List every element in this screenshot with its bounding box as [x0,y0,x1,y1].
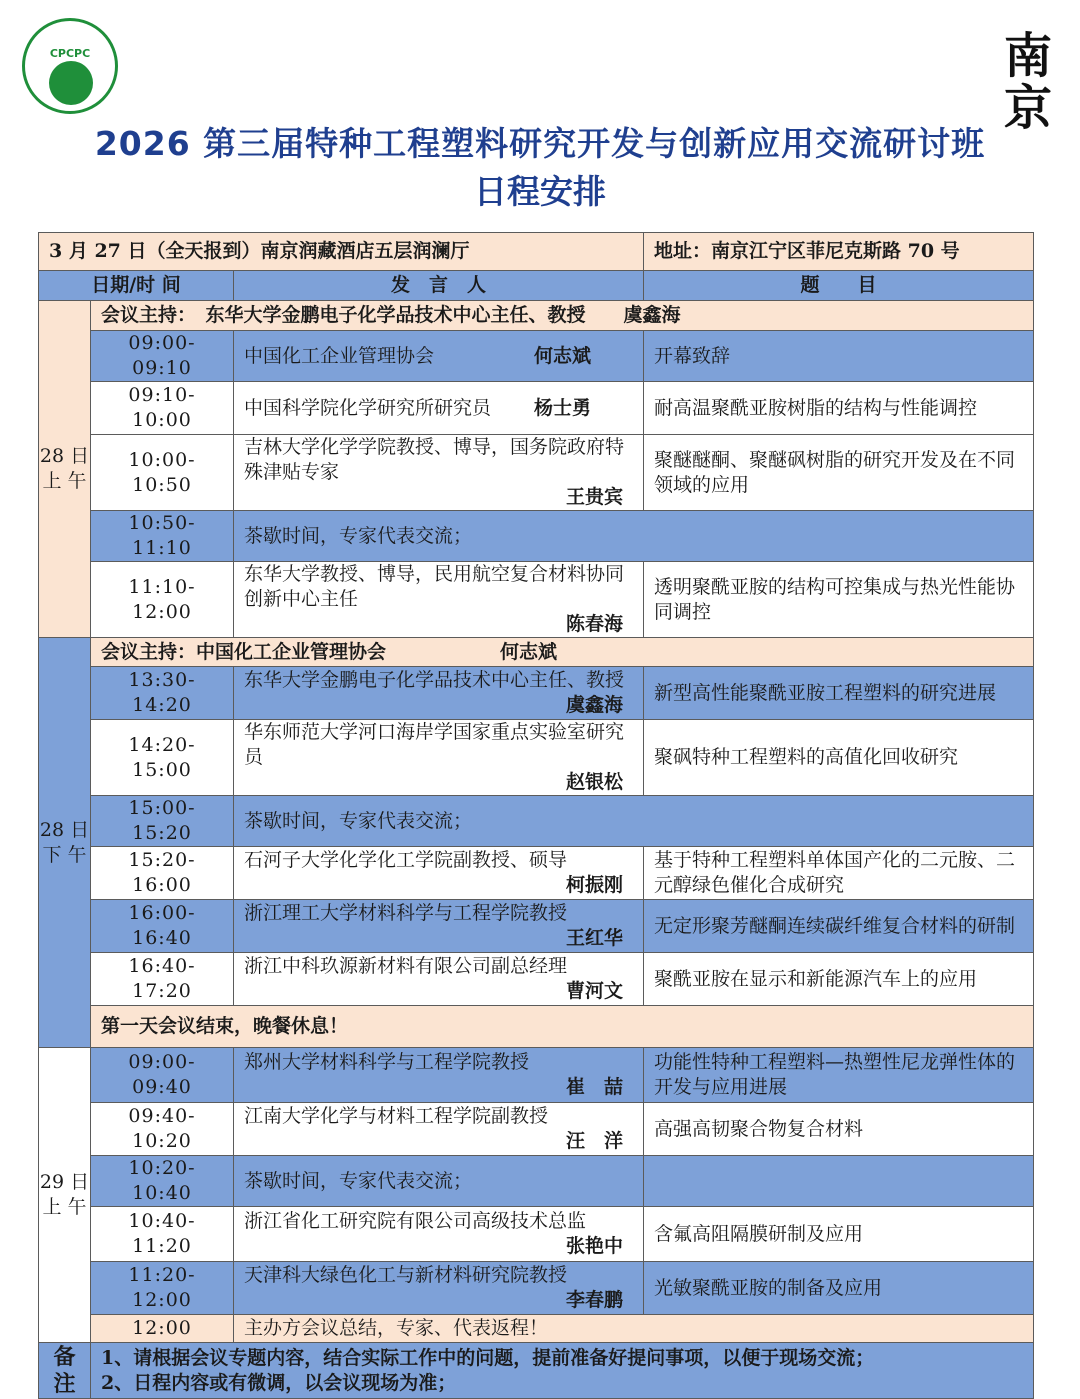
table-row [39,435,1034,511]
speaker-name: 赵银松 [565,771,623,793]
session-time: 14:20-15:00 [91,720,234,796]
speaker-name: 汪 洋 [565,1130,623,1152]
day-end-row [39,1006,1034,1048]
day-end-text: 第一天会议结束，晚餐休息！ [91,1006,1034,1048]
speaker-name: 柯振刚 [565,874,623,896]
speaker-org: 天津科大绿色化工与新材料研究院教授 [244,1264,568,1286]
session-topic: 功能性特种工程塑料—热塑性尼龙弹性体的开发与应用进展 [644,1048,1034,1103]
session-time: 16:40-17:20 [91,953,234,1006]
table-row [39,720,1034,796]
session-topic: 透明聚酰亚胺的结构可控集成与热光性能协同调控 [644,562,1034,638]
speaker-name: 杨士勇 [534,396,592,419]
session-time: 09:40-10:20 [91,1103,234,1156]
break-text: 茶歇时间，专家代表交流； [234,511,1034,562]
speaker-org: 石河子大学化学化工学院副教授、硕导 [244,849,568,871]
table-row [39,562,1034,638]
logo-abbr: CPCPC [49,47,91,60]
session-time: 13:30-14:20 [91,667,234,720]
speaker-org: 浙江中科玖源新材料有限公司副总经理 [244,955,568,977]
table-row [39,667,1034,720]
speaker-org: 浙江理工大学材料科学与工程学院教授 [244,902,568,924]
host-text: 会议主持：中国化工企业管理协会 何志斌 [91,638,1034,667]
speaker-name: 王红华 [565,927,623,949]
table-row [39,847,1034,900]
registration-address: 地址：南京江宁区菲尼克斯路 70 号 [644,233,1034,271]
speaker-org: 中国科学院化学研究所研究员 [244,396,492,419]
day-label: 28 日 上 午 [39,301,91,638]
break-row [39,1156,1034,1207]
header-topic: 题 目 [644,271,1034,301]
table-row [39,1207,1034,1262]
speaker-name: 何志斌 [534,344,592,367]
session-topic: 新型高性能聚酰亚胺工程塑料的研究进展 [644,667,1034,720]
speaker-org: 东华大学教授、博导，民用航空复合材料协同创新中心主任 [244,563,625,610]
session-time: 11:10-12:00 [91,562,234,638]
speaker-name: 王贵宾 [565,486,623,508]
session-topic: 耐高温聚酰亚胺树脂的结构与性能调控 [644,382,1034,435]
session-time: 11:20-12:00 [91,1262,234,1315]
speaker-org: 郑州大学材料科学与工程学院教授 [244,1051,530,1073]
session-topic: 聚砜特种工程塑料的高值化回收研究 [644,720,1034,796]
schedule-table [38,232,1034,1399]
registration-text: 3 月 27 日（全天报到）南京润藏酒店五层润澜厅 [39,233,644,271]
table-header [39,271,1034,301]
speaker-name: 崔 喆 [565,1076,623,1098]
break-row [39,796,1034,847]
notes-label: 备 注 [39,1343,91,1399]
session-topic: 基于特种工程塑料单体国产化的二元胺、二元醇绿色催化合成研究 [644,847,1034,900]
speaker-org: 中国化工企业管理协会 [244,344,435,367]
closing-text: 主办方会议总结，专家、代表返程！ [234,1315,1034,1343]
session-topic: 含氟高阻隔膜研制及应用 [644,1207,1034,1262]
session-time: 09:00-09:40 [91,1048,234,1103]
host-row [39,638,1034,667]
session-topic: 光敏聚酰亚胺的制备及应用 [644,1262,1034,1315]
nanjing-seal: 南京 [1003,28,1052,136]
session-topic: 聚醚醚酮、聚醚砜树脂的研究开发及在不同领域的应用 [644,435,1034,511]
speaker-org: 江南大学化学与材料工程学院副教授 [244,1105,549,1127]
session-time: 16:00-16:40 [91,900,234,953]
closing-row [39,1315,1034,1343]
page-title: 2026 第三届特种工程塑料研究开发与创新应用交流研讨班 [94,124,986,163]
speaker-name: 李春鹏 [565,1289,623,1311]
session-time: 09:00-09:10 [91,331,234,382]
table-row [39,1048,1034,1103]
session-time: 12:00 [91,1315,234,1343]
speaker-name: 虞鑫海 [565,694,623,716]
session-time: 10:40-11:20 [91,1207,234,1262]
session-time: 10:20-10:40 [91,1156,234,1207]
break-text: 茶歇时间，专家代表交流； [234,1156,644,1207]
header-speaker: 发 言 人 [234,271,644,301]
host-text: 会议主持： 东华大学金鹏电子化学品技术中心主任、教授 虞鑫海 [91,301,1034,331]
logo-emblem [49,61,93,105]
session-topic: 无定形聚芳醚酮连续碳纤维复合材料的研制 [644,900,1034,953]
note-line-1: 1、请根据会议专题内容，结合实际工作中的问题，提前准备好提问事项，以便于现场交流； [101,1346,875,1369]
header-date-time: 日期/时 间 [39,271,234,301]
table-row [39,953,1034,1006]
day-label: 28 日 下 午 [39,638,91,1048]
speaker-org: 东华大学金鹏电子化学品技术中心主任、教授 [244,669,625,691]
table-row [39,1262,1034,1315]
speaker-org: 吉林大学化学学院教授、博导，国务院政府特殊津贴专家 [244,436,625,483]
table-row [39,331,1034,382]
break-row [39,511,1034,562]
table-row [39,382,1034,435]
session-topic: 聚酰亚胺在显示和新能源汽车上的应用 [644,953,1034,1006]
break-text: 茶歇时间，专家代表交流； [234,796,1034,847]
table-row [39,1103,1034,1156]
table-row [39,900,1034,953]
session-time: 10:50-11:10 [91,511,234,562]
speaker-org: 华东师范大学河口海岸学国家重点实验室研究员 [244,721,625,768]
session-topic: 高强高韧聚合物复合材料 [644,1103,1034,1156]
day-label: 29 日 上 午 [39,1048,91,1343]
registration-row [39,233,1034,271]
session-time: 10:00-10:50 [91,435,234,511]
session-topic: 开幕致辞 [644,331,1034,382]
note-line-2: 2、日程内容或有微调，以会议现场为准； [101,1371,457,1394]
notes-row [39,1343,1034,1399]
speaker-name: 张艳中 [565,1235,623,1257]
session-time: 15:20-16:00 [91,847,234,900]
page-subtitle: 日程安排 [474,172,606,211]
speaker-name: 陈春海 [565,613,623,635]
speaker-org: 浙江省化工研究院有限公司高级技术总监 [244,1210,587,1232]
speaker-name: 曹河文 [565,980,623,1002]
session-time: 09:10-10:00 [91,382,234,435]
break-topic-empty [644,1156,1034,1207]
session-time: 15:00-15:20 [91,796,234,847]
host-row [39,301,1034,331]
cpcpc-logo [22,18,118,114]
